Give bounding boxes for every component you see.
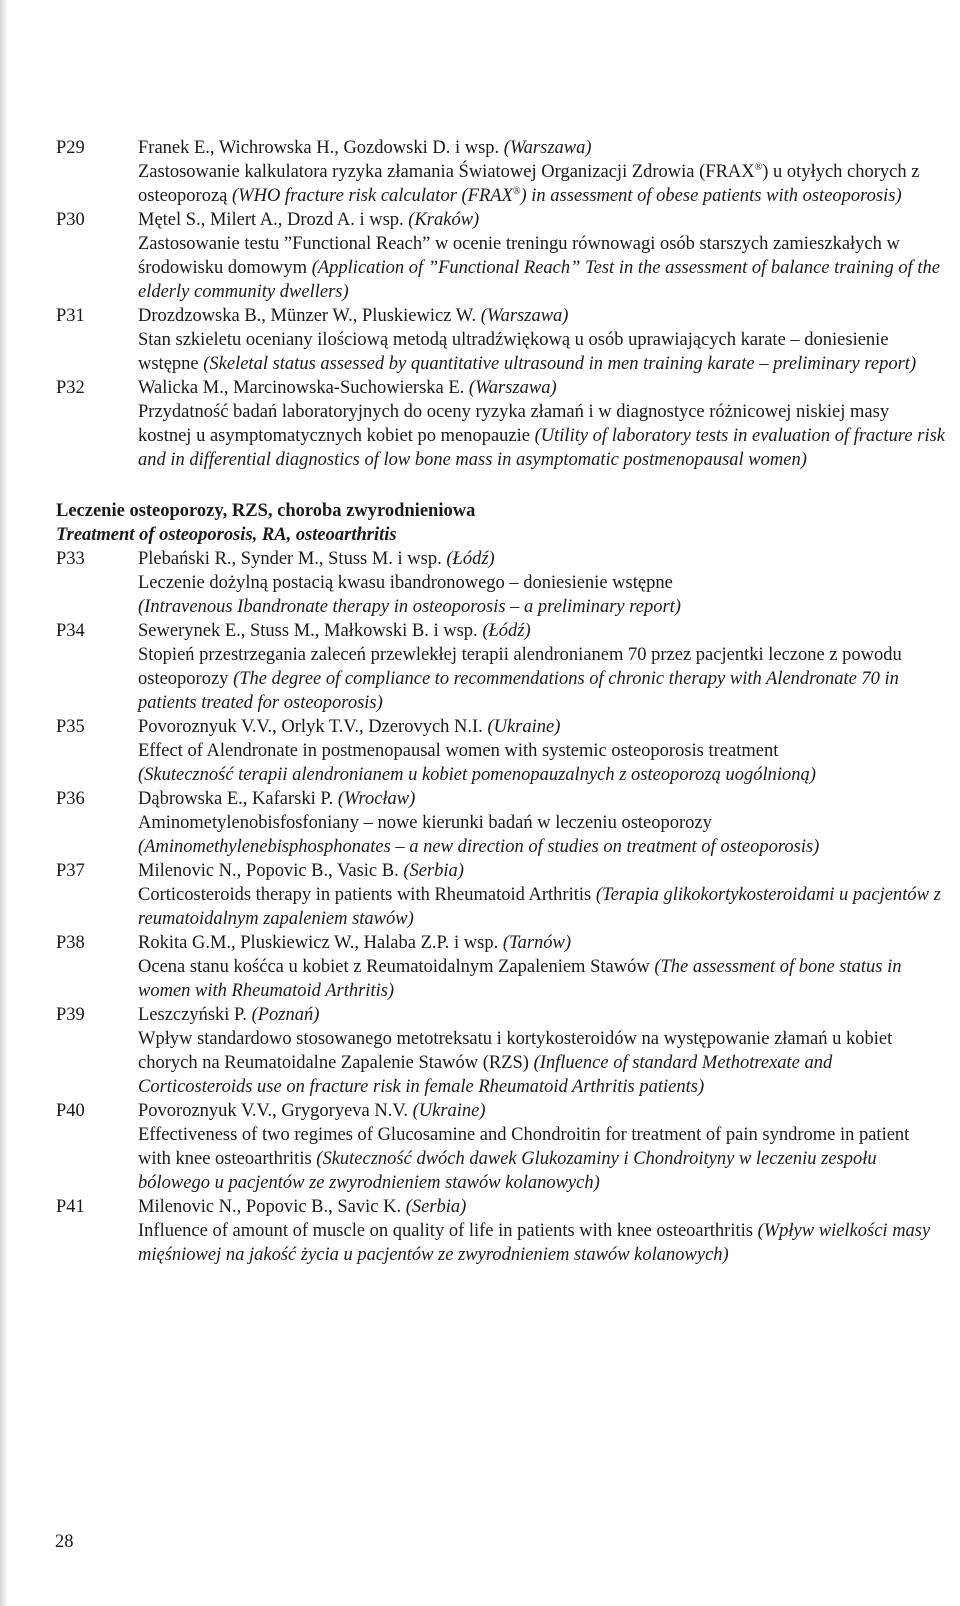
entry-authors: Povoroznyuk V.V., Orlyk T.V., Dzerovych N.I.	[138, 717, 488, 737]
entry-authors: Dąbrowska E., Kafarski P.	[138, 789, 338, 809]
entry-title-pl: Ocena stanu kośćca u kobiet z Reumatoidalnym Zapaleniem Stawów	[138, 957, 655, 977]
poster-entry-p33	[56, 547, 946, 619]
program-page	[56, 136, 946, 1267]
entry-title-en: (Aminomethylenebisphosphonates – a new direction of studies on treatment of osteoporosis)	[138, 837, 820, 857]
entry-number: P36	[56, 789, 85, 809]
entry-title-en: (Terapia glikokortykosteroidami u pacjentów z reumatoidalnym zapaleniem stawów)	[138, 885, 941, 929]
entry-authors-line	[138, 931, 946, 955]
entry-authors-line	[138, 859, 946, 883]
entry-body	[138, 304, 946, 376]
entry-title	[138, 1027, 946, 1099]
entry-body	[138, 1003, 946, 1099]
entry-city: (Wrocław)	[337, 789, 416, 809]
entry-authors: Milenovic N., Popovic B., Vasic B.	[138, 861, 404, 881]
entry-number: P38	[56, 933, 85, 953]
entry-authors-line	[138, 715, 946, 739]
entry-city: (Poznań)	[251, 1005, 320, 1025]
entry-city: (Serbia)	[403, 861, 464, 881]
poster-entry-p39	[56, 1003, 946, 1099]
entry-title	[138, 643, 946, 715]
entry-city: (Tarnów)	[502, 933, 572, 953]
entry-body	[138, 376, 946, 472]
entry-number: P35	[56, 717, 85, 737]
entry-authors: Milenovic N., Popovic B., Savic K.	[138, 1197, 406, 1217]
entry-authors: Sewerynek E., Stuss M., Małkowski B. i wsp.	[138, 621, 483, 641]
entry-title	[138, 811, 946, 859]
entry-authors: Leszczyński P.	[138, 1005, 252, 1025]
entry-title-pl: Stan szkieletu oceniany ilościową metodą ultradźwiękową u osób uprawiających karate – doniesienie wstępne	[138, 330, 889, 374]
entry-authors-line	[138, 547, 946, 571]
entry-title-en: (The assessment of bone status in women with Rheumatoid Arthritis)	[138, 957, 902, 1001]
entry-title-en: (Wpływ wielkości masy mięśniowej na jakość życia u pacjentów ze zwyrodnieniem stawów kolanowych)	[138, 1221, 931, 1265]
poster-entry-p31	[56, 304, 946, 376]
page-number: 28	[55, 1532, 74, 1552]
entry-authors: Rokita G.M., Pluskiewicz W., Halaba Z.P. i wsp.	[138, 933, 503, 953]
entry-number: P31	[56, 306, 85, 326]
section-heading	[56, 499, 946, 547]
entry-title-pl-part2: ) u otyłych chorych z osteoporozą	[138, 162, 920, 206]
entry-authors: Mętel S., Milert A., Drozd A. i wsp.	[138, 210, 409, 230]
entry-title-pl: Zastosowanie testu ”Functional Reach” w ocenie treningu równowagi osób starszych zamieszkałych w środowisku domowym	[138, 234, 900, 278]
entry-city: (Warszawa)	[503, 138, 592, 158]
entry-title-en: (Utility of laboratory tests in evaluation of fracture risk and in differential diagnostics of low bone mass in asymptomatic postmenopausal women)	[138, 426, 946, 470]
entry-authors: Franek E., Wichrowska H., Gozdowski D. i wsp.	[138, 138, 504, 158]
entry-authors: Plebański R., Synder M., Stuss M. i wsp.	[138, 549, 447, 569]
entry-city: (Ukraine)	[412, 1101, 486, 1121]
entry-authors-line	[138, 136, 946, 160]
entry-body	[138, 715, 946, 787]
entry-title-en-part2: ) in assessment of obese patients with osteoporosis)	[520, 186, 902, 206]
poster-entry-p36	[56, 787, 946, 859]
section-title-en: Treatment of osteoporosis, RA, osteoarthritis	[56, 525, 397, 545]
entry-city: (Łódź)	[446, 549, 495, 569]
entry-number: P30	[56, 210, 85, 230]
entry-city: (Serbia)	[405, 1197, 467, 1217]
entry-title-en: (The degree of compliance to recommendations of chronic therapy with Alendronate 70 in patients treated for osteoporosis)	[138, 669, 899, 713]
entry-authors: Povoroznyuk V.V., Grygoryeva N.V.	[138, 1101, 413, 1121]
entry-authors-line	[138, 1195, 946, 1219]
entry-number: P29	[56, 138, 85, 158]
entry-city: (Kraków)	[408, 210, 480, 230]
entry-number: P33	[56, 549, 85, 569]
entry-body	[138, 787, 946, 859]
entry-authors-line	[138, 1099, 946, 1123]
entry-city: (Warszawa)	[480, 306, 569, 326]
entry-title-pl: Leczenie dożylną postacią kwasu ibandronowego – doniesienie wstępne	[138, 573, 673, 593]
entry-title-pl: Stopień przestrzegania zaleceń przewlekłej terapii alendronianem 70 przez pacjentki leczone z powodu osteoporozy	[138, 645, 902, 689]
entry-authors-line	[138, 304, 946, 328]
entry-number: P40	[56, 1101, 85, 1121]
section-title-pl: Leczenie osteoporozy, RZS, choroba zwyrodnieniowa	[56, 501, 476, 521]
entry-title-pl: Effect of Alendronate in postmenopausal women with systemic osteoporosis treatment	[138, 741, 779, 761]
entry-authors: Walicka M., Marcinowska-Suchowierska E.	[138, 378, 469, 398]
entry-body	[138, 136, 946, 208]
entry-city: (Warszawa)	[468, 378, 557, 398]
entry-title	[138, 328, 946, 376]
entry-body	[138, 208, 946, 304]
entry-body	[138, 1099, 946, 1195]
entry-title	[138, 160, 946, 208]
entry-title-pl: Aminometylenobisfosfoniany – nowe kierunki badań w leczeniu osteoporozy	[138, 813, 712, 833]
entry-authors-line	[138, 787, 946, 811]
entry-title	[138, 400, 946, 472]
entry-title-pl: Influence of amount of muscle on quality of life in patients with knee osteoarthritis	[138, 1221, 758, 1241]
entry-title	[138, 883, 946, 931]
poster-entry-p30	[56, 208, 946, 304]
entry-authors-line	[138, 1003, 946, 1027]
entry-authors-line	[138, 208, 946, 232]
poster-entry-p38	[56, 931, 946, 1003]
entry-number: P34	[56, 621, 85, 641]
entry-city: (Ukraine)	[487, 717, 561, 737]
entry-title-pl-part1: Zastosowanie kalkulatora ryzyka złamania Światowej Organizacji Zdrowia (FRAX	[138, 162, 755, 182]
entry-number: P32	[56, 378, 85, 398]
entry-title-pl: Wpływ standardowo stosowanego metotreksatu i kortykosteroidów na występowanie złamań u kobiet chorych na Reumatoidalne Zapalenie Stawów (RZS)	[138, 1029, 893, 1073]
entry-body	[138, 1195, 946, 1267]
entry-authors: Drozdzowska B., Münzer W., Pluskiewicz W.	[138, 306, 481, 326]
entry-title-en: (Skuteczność terapii alendronianem u kobiet pomenopauzalnych z osteoporozą uogólnioną)	[138, 765, 816, 785]
entry-body	[138, 619, 946, 715]
entry-number: P41	[56, 1197, 85, 1217]
entry-number: P37	[56, 861, 85, 881]
poster-entry-p41	[56, 1195, 946, 1267]
registered-mark: ®	[754, 161, 763, 173]
entry-city: (Łódź)	[482, 621, 531, 641]
entry-title-en: (Skuteczność dwóch dawek Glukozaminy i Chondroityny w leczeniu zespołu bólowego u pacjentów ze zwyrodnieniem stawów kolanowych)	[138, 1149, 877, 1193]
page-edge-shadow	[0, 0, 8, 1606]
entry-title	[138, 739, 946, 787]
entry-title-en: (Influence of standard Methotrexate and Corticosteroids use on fracture risk in female Rheumatoid Arthritis patients)	[138, 1053, 833, 1097]
entry-body	[138, 547, 946, 619]
entry-title-pl: Przydatność badań laboratoryjnych do oceny ryzyka złamań i w diagnostyce różnicowej niskiej masy kostnej u asymptomatycznych kobiet po menopauzie	[138, 402, 890, 446]
poster-entry-p35	[56, 715, 946, 787]
registered-mark: ®	[512, 185, 521, 197]
entry-title-en: (Application of ”Functional Reach” Test in the assessment of balance training of the elderly community dwellers)	[138, 258, 940, 302]
entry-title-en: (Skeletal status assessed by quantitative ultrasound in men training karate – preliminary report)	[203, 354, 917, 374]
poster-entry-p34	[56, 619, 946, 715]
poster-entry-p32	[56, 376, 946, 472]
entry-number: P39	[56, 1005, 85, 1025]
entry-title	[138, 1123, 946, 1195]
entry-title	[138, 955, 946, 1003]
entry-title-en-part1: (WHO fracture risk calculator (FRAX	[232, 186, 513, 206]
poster-entry-p29	[56, 136, 946, 208]
entry-body	[138, 931, 946, 1003]
entry-authors-line	[138, 619, 946, 643]
entry-title	[138, 232, 946, 304]
entry-body	[138, 859, 946, 931]
entry-title-en: (Intravenous Ibandronate therapy in osteoporosis – a preliminary report)	[138, 597, 681, 617]
entry-title-pl: Effectiveness of two regimes of Glucosamine and Chondroitin for treatment of pain syndrome in patient with knee osteoarthritis	[138, 1125, 910, 1169]
entry-title	[138, 571, 946, 619]
poster-entry-p37	[56, 859, 946, 931]
entry-title	[138, 1219, 946, 1267]
entry-title-pl: Corticosteroids therapy in patients with Rheumatoid Arthritis	[138, 885, 596, 905]
poster-entry-p40	[56, 1099, 946, 1195]
entry-authors-line	[138, 376, 946, 400]
